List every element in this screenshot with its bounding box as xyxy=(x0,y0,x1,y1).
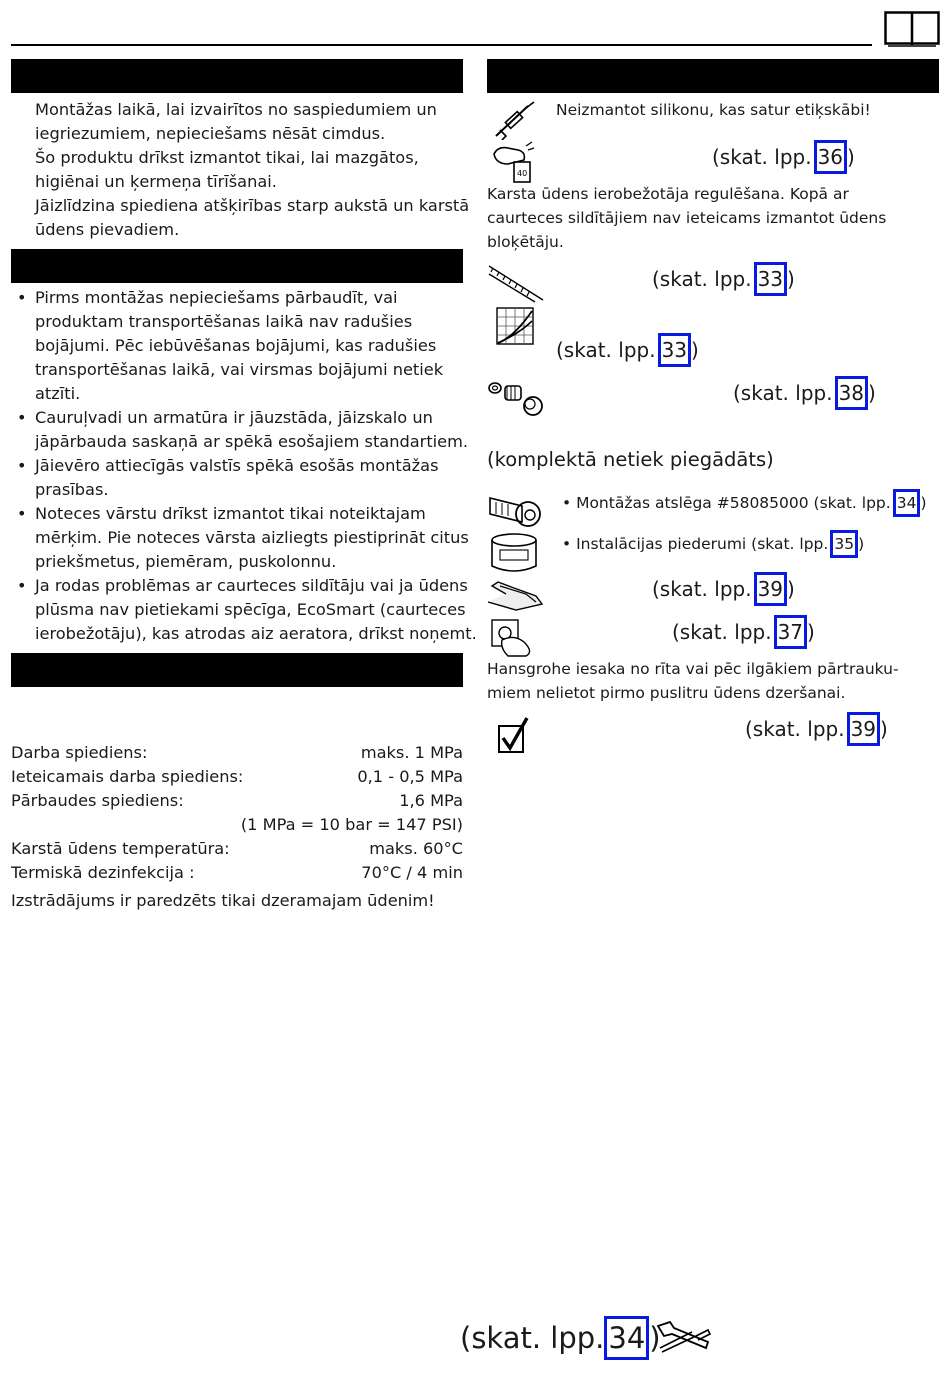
list-item xyxy=(11,574,477,646)
ref-prefix: (skat. lpp. xyxy=(652,267,752,291)
spec-label: Ieteicamais darba spiediens: xyxy=(11,767,244,786)
spec-value: (1 MPa = 10 bar = 147 PSI) xyxy=(240,815,463,834)
text-line: Jāizlīdzina spiediena atšķirības starp aukstā un karstā xyxy=(35,196,470,215)
section-header-technical-data xyxy=(11,653,463,687)
page-link[interactable]: 39 xyxy=(847,712,880,746)
spare-parts-icon xyxy=(487,378,545,418)
accessory-item: • Instalācijas piederumi (skat. lpp. 35 ) xyxy=(562,530,864,558)
text-line: Hansgrohe iesaka no rīta vai pēc ilgākiem pārtrauku- xyxy=(487,660,899,678)
not-included-heading: (komplektā netiek piegādāts) xyxy=(487,448,774,471)
book-icon xyxy=(884,11,940,47)
spare-parts-page-ref[interactable] xyxy=(733,376,876,410)
text-line: jāpārbauda saskaņā ar spēkā esošajiem standartiem. xyxy=(35,432,469,451)
text-line: ūdens pievadiem. xyxy=(35,220,180,239)
dimensions-page-ref[interactable] xyxy=(652,262,795,296)
page-link[interactable]: 34 xyxy=(893,489,921,517)
ref-suffix: ) xyxy=(691,338,699,362)
ref-prefix: (skat. lpp. xyxy=(460,1321,605,1355)
page-link[interactable]: 34 xyxy=(604,1316,649,1360)
text-line: bojājumi. Pēc iebūvēšanas bojājumi, kas radušies xyxy=(35,336,437,355)
page-link[interactable]: 37 xyxy=(774,615,807,649)
ruler-icon xyxy=(487,262,545,304)
ref-suffix: ) xyxy=(868,381,876,405)
hansgrohe-note xyxy=(487,657,899,705)
section-header-symbols xyxy=(487,59,939,93)
spec-value: 0,1 - 0,5 MPa xyxy=(357,767,463,786)
spec-row xyxy=(11,789,463,813)
ref-suffix: ) xyxy=(880,717,888,741)
spec-value: 70°C / 4 min xyxy=(361,863,463,882)
spec-row xyxy=(11,741,463,765)
page-link[interactable]: 33 xyxy=(658,333,691,367)
page-link[interactable]: 33 xyxy=(754,262,787,296)
tool-item: • Montāžas atslēga #58085000 (skat. lpp. 34 ) xyxy=(562,489,927,517)
spec-label: Pārbaudes spiediens: xyxy=(11,791,184,810)
cleaning-page-ref[interactable] xyxy=(712,140,855,174)
svg-text:40: 40 xyxy=(517,169,528,178)
ref-suffix: ) xyxy=(787,267,795,291)
hot-water-text xyxy=(487,182,886,254)
spec-label: Darba spiediens: xyxy=(11,743,148,762)
ref-suffix: ) xyxy=(847,145,855,169)
ref-suffix: ) xyxy=(920,494,927,512)
page-link[interactable]: 36 xyxy=(814,140,847,174)
list-item xyxy=(11,502,477,574)
text-line: ierobežotāju), kas atrodas aiz aeratora, drīkst noņemt. xyxy=(35,624,477,643)
text-line: Šo produktu drīkst izmantot tikai, lai mazgātos, xyxy=(35,148,419,167)
section-header-installation xyxy=(11,249,463,283)
safety-text xyxy=(35,98,469,242)
tool-item-label: Montāžas atslēga #58085000 (skat. lpp. xyxy=(576,494,891,512)
flow-diagram-page-ref[interactable] xyxy=(556,333,699,367)
text-line: • Noteces vārstu drīkst izmantot tikai noteiktajam xyxy=(35,504,426,523)
spec-label: Karstā ūdens temperatūra: xyxy=(11,839,230,858)
spec-row xyxy=(11,861,463,885)
ref-suffix: ) xyxy=(649,1321,661,1355)
text-line: • Cauruļvadi un armatūra ir jāuzstāda, jāizskalo un xyxy=(35,408,433,427)
ref-prefix: (skat. lpp. xyxy=(652,577,752,601)
bottom-page-ref[interactable] xyxy=(460,1316,661,1360)
ref-prefix: (skat. lpp. xyxy=(672,620,772,644)
text-line: higiēnai un ķermeņa tīrīšanai. xyxy=(35,172,277,191)
silicone-note: Neizmantot silikonu, kas satur etiķskābi! xyxy=(556,101,871,119)
page-link[interactable]: 38 xyxy=(835,376,868,410)
test-page-ref[interactable] xyxy=(745,712,888,746)
hand-cleaning-icon xyxy=(486,576,544,612)
text-line: miem nelietot pirmo puslitru ūdens dzeršanai. xyxy=(487,684,846,702)
cleaning-spray-icon xyxy=(488,140,536,184)
text-line: bloķētāju. xyxy=(487,233,564,251)
list-item xyxy=(11,286,477,406)
ref-suffix: ) xyxy=(858,535,865,553)
spec-row xyxy=(11,765,463,789)
list-item xyxy=(11,454,477,502)
header-rule xyxy=(11,44,872,46)
spec-row xyxy=(11,813,463,837)
accessory-item-label: Instalācijas piederumi (skat. lpp. xyxy=(576,535,829,553)
ref-prefix: (skat. lpp. xyxy=(745,717,845,741)
operation-hand-icon xyxy=(490,618,536,658)
installation-accessories-icon xyxy=(488,532,540,574)
flow-diagram-icon xyxy=(496,307,534,345)
text-line: transportēšanas laikā, vai virsmas bojājumi netiek xyxy=(35,360,444,379)
text-line: Karsta ūdens ierobežotāja regulēšana. Kopā ar xyxy=(487,185,849,203)
ref-suffix: ) xyxy=(807,620,815,644)
drinking-water-note: Izstrādājums ir paredzēts tikai dzeramajam ūdenim! xyxy=(11,891,435,910)
text-line: • Ja rodas problēmas ar caurteces sildītāju vai ja ūdens xyxy=(35,576,468,595)
spec-label: Termiskā dezinfekcija : xyxy=(11,863,195,882)
text-line: priekšmetus, piemēram, puskolonnu. xyxy=(35,552,337,571)
text-line: • Jāievēro attiecīgās valstīs spēkā esošās montāžas xyxy=(35,456,439,475)
page-link[interactable]: 35 xyxy=(830,530,858,558)
text-line: plūsma nav pietiekami spēcīga, EcoSmart (caurteces xyxy=(35,600,466,619)
mounting-key-icon xyxy=(486,488,544,530)
ref-suffix: ) xyxy=(787,577,795,601)
ref-prefix: (skat. lpp. xyxy=(556,338,656,362)
spec-value: 1,6 MPa xyxy=(399,791,463,810)
ref-prefix: (skat. lpp. xyxy=(733,381,833,405)
test-checkmark-icon xyxy=(497,716,531,754)
ref-prefix: (skat. lpp. xyxy=(712,145,812,169)
specs-table xyxy=(11,741,463,913)
spec-row xyxy=(11,837,463,861)
text-line: produktam transportēšanas laikā nav radušies xyxy=(35,312,413,331)
text-line: mērķim. Pie noteces vārsta aizliegts piestiprināt citus xyxy=(35,528,469,547)
silicone-gun-icon xyxy=(492,100,536,140)
wrench-screwdriver-icon xyxy=(656,1318,712,1358)
spec-value: maks. 60°C xyxy=(369,839,463,858)
text-line: iegriezumiem, nepieciešams nēsāt cimdus. xyxy=(35,124,386,143)
section-header-safety xyxy=(11,59,463,93)
list-item xyxy=(11,406,477,454)
cleaning-hand-page-ref[interactable] xyxy=(652,572,795,606)
text-line: prasības. xyxy=(35,480,109,499)
operation-page-ref[interactable] xyxy=(672,615,815,649)
text-line: caurteces sildītājiem nav ieteicams izmantot ūdens xyxy=(487,209,887,227)
installation-bullets xyxy=(11,286,477,646)
page-link[interactable]: 39 xyxy=(754,572,787,606)
text-line: atzīti. xyxy=(35,384,81,403)
text-line: • Pirms montāžas nepieciešams pārbaudīt, vai xyxy=(35,288,398,307)
text-line: Montāžas laikā, lai izvairītos no saspiedumiem un xyxy=(35,100,437,119)
spec-value: maks. 1 MPa xyxy=(360,743,463,762)
